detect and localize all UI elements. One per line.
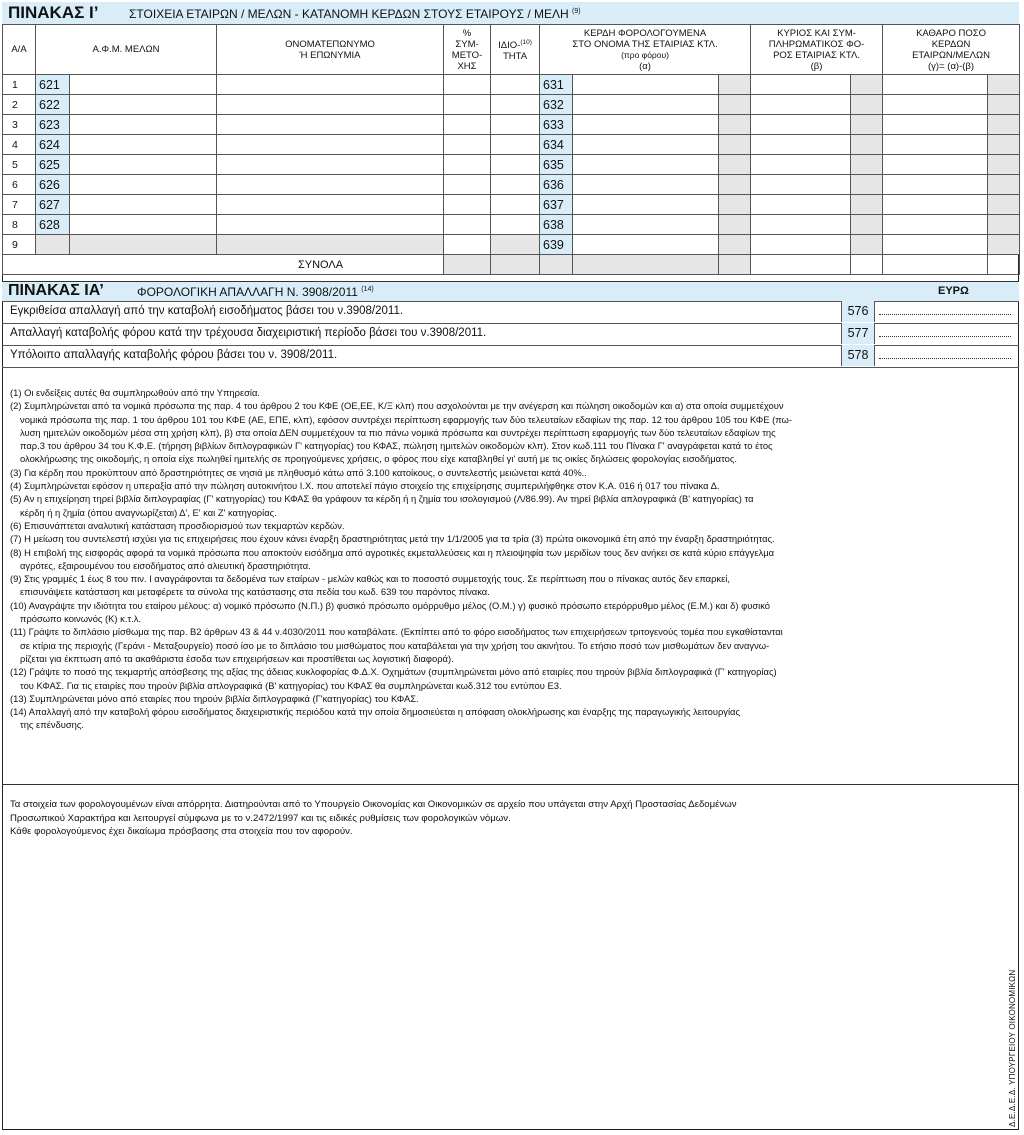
percent-input[interactable] <box>444 215 491 235</box>
footnote-line: αγρότες, εξαιρουμένου του εισοδήματος από αλιευτική δραστηριότητα. <box>20 559 311 571</box>
afm-code-blank <box>36 235 70 255</box>
exemption-amount-input[interactable] <box>879 358 1011 359</box>
profit-input[interactable] <box>573 95 719 115</box>
profit-input[interactable] <box>573 135 719 155</box>
name-input[interactable] <box>217 115 444 135</box>
row-number: 3 <box>3 115 36 135</box>
footnote-line: επισυνάψετε κατάσταση και μεταφέρετε τα σύνολα της κατάστασης στα πεδία του κωδ. 639 του παρόντος πίνακα. <box>20 586 490 598</box>
afm-input[interactable] <box>70 195 217 215</box>
percent-input[interactable] <box>444 95 491 115</box>
percent-input[interactable] <box>444 75 491 95</box>
net-decimals[interactable] <box>988 195 1020 215</box>
footnote-line: (1) Οι ενδείξεις αυτές θα συμπληρωθούν από την Υπηρεσία. <box>10 387 261 398</box>
table-row <box>3 155 1020 175</box>
privacy-disclaimer <box>10 798 1010 839</box>
header-aa: Α/Α <box>3 25 36 75</box>
afm-code: 628 <box>36 215 70 235</box>
currency-label: ΕΥΡΩ <box>938 285 969 297</box>
totals-idiotita <box>491 255 540 275</box>
profit-input[interactable] <box>573 75 719 95</box>
name-input[interactable] <box>217 195 444 215</box>
exemption-amount-input[interactable] <box>879 314 1011 315</box>
name-input[interactable] <box>217 135 444 155</box>
footnote-line: (9) Στις γραμμές 1 έως 8 του πιν. Ι αναγράφονται τα δεδομένα των εταίρων - μελών καθώς και το ποσοστό συμμετοχής τους. Σε περίπτωση που ο πίνακας αυτός δεν επαρκεί, <box>10 573 730 585</box>
net-decimals[interactable] <box>988 95 1020 115</box>
disclaimer-line: Τα στοιχεία των φορολογουμένων είναι απόρρητα. Διατηρούνται από το Υπουργείο Οικονομίας και Οικονομικών σε αρχείο που υπάγεται στην Αρχή Προστασίας Δεδομένων <box>10 799 737 810</box>
profit-input[interactable] <box>573 235 719 255</box>
tax-decimals[interactable] <box>851 115 883 135</box>
profit-decimals[interactable] <box>719 75 751 95</box>
tax-decimals[interactable] <box>851 135 883 155</box>
footnote-line: (12) Γράψτε το ποσό της τεκμαρτής απόσβεσης της αξίας της άδειας κυκλοφορίας Φ.Δ.Χ. Οχημάτων (συμπληρώνεται μόνο από εταιρίες που τηρούν βιβλία διπλογραφικά (Γ' κατηγορίας) <box>10 666 777 678</box>
afm-code: 626 <box>36 175 70 195</box>
footnote-line: ολοκλήρωσης της οικοδομής, η οποία είχε πωληθεί ημιτελής σε προηγούμενες χρήσεις, ο φόρος που είχε καταβληθεί γι' αυτή με τις οικίες δηλώσεις φορολογίας εισοδήματος. <box>20 453 737 465</box>
disclaimer-line: Κάθε φορολογούμενος έχει δικαίωμα πρόσβασης στα στοιχεία που τον αφορούν. <box>10 826 353 837</box>
footnote-line: (11) Γράψτε το διπλάσιο μίσθωμα της παρ. Β2 άρθρων 43 & 44 ν.4030/2011 που καταβάλατε. (Εκπίπτει από το φόρο εισοδήματος των επιχειρήσεων τριτογενούς τομέα που εγκαθίστανται <box>10 626 783 638</box>
row-number: 4 <box>3 135 36 155</box>
percent-input[interactable] <box>444 135 491 155</box>
footnote-line: (4) Συμπληρώνεται εφόσον η υπεραξία από την πώληση αυτοκινήτου Ι.Χ. που αποτελεί πάγιο στοιχείο της επιχείρησης συμπεριλήφθηκε στον Κ.Α. 016 ή 017 του πίνακα Δ. <box>10 480 720 492</box>
profit-code: 634 <box>540 135 573 155</box>
footnote-line: (14) Απαλλαγή από την καταβολή φόρου εισοδήματος διαχειριστικής περιόδου κατά την οποία δημοσιεύεται η απόφαση ολοκλήρωσης και έναρξης της παραγωγικής λειτουργίας <box>10 706 740 718</box>
profit-decimals[interactable] <box>719 115 751 135</box>
tax-input[interactable] <box>751 215 851 235</box>
table-row <box>3 235 1020 255</box>
percent-input[interactable] <box>444 235 491 255</box>
net-input[interactable] <box>883 235 988 255</box>
publisher-side-text: Δ.Ε.Δ.Ε.Δ. ΥΠΟΥΡΓΕΙΟΥ ΟΙΚΟΝΟΜΙΚΩΝ <box>1008 969 1017 1127</box>
exemption-label: Εγκριθείσα απαλλαγή από την καταβολή εισοδήματος βάσει του ν.3908/2011. <box>10 305 404 317</box>
footnote-line: λυση ημιτελών οικοδομών μέσα στη χρήση κλπ), β) στα οποία ΔΕΝ συμμετέχουν τα πιο πάνω νομικά πρόσωπα και συντρέχει περίπτωση εφαρμογής των δύο τελευταίων εδαφίων της <box>20 426 776 438</box>
table-ia-header <box>2 281 1019 302</box>
net-decimals[interactable] <box>988 235 1020 255</box>
net-decimals[interactable] <box>988 155 1020 175</box>
footnote-line: (8) Η επιβολή της εισφοράς αφορά τα νομικά πρόσωπα που αποκτούν εισόδημα από αγροτικές εκμεταλλεύσεις και η πλειοψηφία των μεριδίων τους δεν ανήκει σε κατά κύριο επάγγελμα <box>10 546 775 558</box>
table-i-header <box>2 2 1019 25</box>
profit-input[interactable] <box>573 195 719 215</box>
profit-decimals[interactable] <box>719 215 751 235</box>
afm-input[interactable] <box>70 75 217 95</box>
afm-input[interactable] <box>70 175 217 195</box>
table-row <box>3 195 1020 215</box>
footnote-line: (13) Συμπληρώνεται μόνο από εταιρίες που τηρούν βιβλία διπλογραφικά (Γ'κατηγορίας) του ΚΦΑΣ. <box>10 692 419 704</box>
afm-code: 624 <box>36 135 70 155</box>
tax-input[interactable] <box>751 175 851 195</box>
tax-input[interactable] <box>751 195 851 215</box>
afm-blank <box>70 235 217 255</box>
afm-code: 625 <box>36 155 70 175</box>
afm-input[interactable] <box>70 115 217 135</box>
idiotita-input[interactable] <box>491 195 540 215</box>
profit-code: 632 <box>540 95 573 115</box>
afm-code: 621 <box>36 75 70 95</box>
afm-input[interactable] <box>70 215 217 235</box>
row-number: 1 <box>3 75 36 95</box>
footnote-line: ρίζεται για έκπτωση από τα ακαθάριστα έσοδα των επιχειρήσεων και προστίθεται ως λογιστική διαφορά). <box>20 652 454 664</box>
tax-decimals[interactable] <box>851 75 883 95</box>
table-i-subtitle: ΣΤΟΙΧΕΙΑ ΕΤΑΙΡΩΝ / ΜΕΛΩΝ - ΚΑΤΑΝΟΜΗ ΚΕΡΔΩΝ ΣΤΟΥΣ ΕΤΑΙΡΟΥΣ / ΜΕΛΗ $^{(9)}$ <box>129 7 581 21</box>
tax-decimals[interactable] <box>851 95 883 115</box>
percent-input[interactable] <box>444 195 491 215</box>
tax-input[interactable] <box>751 75 851 95</box>
footnote-line: της επένδυσης. <box>20 719 85 731</box>
table-ia-subtitle: ΦΟΡΟΛΟΓΙΚΗ ΑΠΑΛΛΑΓΗ Ν. 3908/2011 $^{(14)}$ <box>137 285 374 299</box>
net-input[interactable] <box>883 195 988 215</box>
table-row <box>3 175 1020 195</box>
tax-decimals[interactable] <box>851 175 883 195</box>
totals-profit <box>573 255 719 275</box>
profit-decimals[interactable] <box>719 135 751 155</box>
idiotita-input[interactable] <box>491 155 540 175</box>
totals-row <box>3 255 1020 275</box>
footnote-line: του ΚΦΑΣ. Για τις εταιρίες που τηρούν βιβλία απλογραφικά (Β' κατηγορίας) του ΚΦΑΣ θα συμπληρώνεται κωδ.312 του εντύπου Ε3. <box>20 679 562 691</box>
table-i <box>2 24 1020 275</box>
header-afm: Α.Φ.Μ. ΜΕΛΩΝ <box>36 25 217 75</box>
idiotita-input[interactable] <box>491 115 540 135</box>
table-ia-title: ΠΙΝΑΚΑΣ ΙΑ’ <box>8 282 104 299</box>
divider <box>2 784 1019 785</box>
afm-code: 622 <box>36 95 70 115</box>
tax-decimals[interactable] <box>851 235 883 255</box>
idiotita-input[interactable] <box>491 215 540 235</box>
footnote-line: (3) Για κέρδη που προκύπτουν από δραστηριότητες σε νησιά με πληθυσμό κάτω από 3.100 κατοίκους, ο συντελεστής μειώνεται κατά 40%.. <box>10 466 587 478</box>
tax-input[interactable] <box>751 95 851 115</box>
tax-decimals[interactable] <box>851 155 883 175</box>
name-input[interactable] <box>217 175 444 195</box>
afm-input[interactable] <box>70 155 217 175</box>
net-input[interactable] <box>883 215 988 235</box>
exemption-row <box>2 323 1019 346</box>
table-row <box>3 75 1020 95</box>
afm-code: 627 <box>36 195 70 215</box>
afm-input[interactable] <box>70 135 217 155</box>
profit-decimals[interactable] <box>719 155 751 175</box>
tax-decimals[interactable] <box>851 215 883 235</box>
header-profit: ΚΕΡΔΗ ΦΟΡΟΛΟΓΟΥΜΕΝΑ ΣΤΟ ΟΝΟΜΑ ΤΗΣ ΕΤΑΙΡΙΑΣ ΚΤΛ. (προ φόρου) (α) <box>540 25 751 75</box>
profit-input[interactable] <box>573 215 719 235</box>
profit-input[interactable] <box>573 175 719 195</box>
profit-code: 631 <box>540 75 573 95</box>
totals-percent <box>444 255 491 275</box>
name-blank <box>217 235 444 255</box>
exemption-code: 576 <box>841 301 875 322</box>
tax-decimals[interactable] <box>851 195 883 215</box>
percent-input[interactable] <box>444 175 491 195</box>
disclaimer-line: Προσωπικού Χαρακτήρα και λειτουργεί σύμφωνα με το ν.2472/1997 και τις ειδικές ρυθμίσεις των φορολογικών νόμων. <box>10 812 511 824</box>
profit-decimals[interactable] <box>719 175 751 195</box>
footnote-line: (5) Αν η επιχείρηση τηρεί βιβλία διπλογραφίας (Γ' κατηγορίας) του ΚΦΑΣ θα γράφουν τα κέρδη ή η ζημία του ισολογισμού (Λ/86.99). Αν τηρεί βιβλία απλογραφικά (Β' κατηγορίας) τα <box>10 493 754 505</box>
exemption-row <box>2 345 1019 368</box>
row-number: 7 <box>3 195 36 215</box>
header-name: ΟΝΟΜΑΤΕΠΩΝΥΜΟ Ή ΕΠΩΝΥΜΙΑ <box>217 25 444 75</box>
row-number: 2 <box>3 95 36 115</box>
net-decimals[interactable] <box>988 175 1020 195</box>
profit-input[interactable] <box>573 115 719 135</box>
footnote-line: νομικά πρόσωπα της παρ. 1 του άρθρου 101 του ΚΦΕ (ΑΕ, ΕΠΕ, κλπ), εφόσον συντρέχει περίπτωση εφαρμογής των δύο τελευταίων εδαφίων της παρ. 12 του άρθρου 105 του ΚΦΕ (πω- <box>20 413 792 425</box>
header-tax: ΚΥΡΙΟΣ ΚΑΙ ΣΥΜ- ΠΛΗΡΩΜΑΤΙΚΟΣ ΦΟ- ΡΟΣ ΕΤΑΙΡΙΑΣ ΚΤΛ. (β) <box>751 25 883 75</box>
net-decimals[interactable] <box>988 135 1020 155</box>
idiotita-input[interactable] <box>491 75 540 95</box>
totals-net-dec <box>988 255 1020 275</box>
table-row <box>3 115 1020 135</box>
row-number: 8 <box>3 215 36 235</box>
exemption-amount-input[interactable] <box>879 336 1011 337</box>
exemption-row <box>2 301 1019 324</box>
profit-decimals[interactable] <box>719 235 751 255</box>
percent-input[interactable] <box>444 115 491 135</box>
exemption-code: 577 <box>841 323 875 344</box>
net-input[interactable] <box>883 115 988 135</box>
profit-code: 636 <box>540 175 573 195</box>
table-row <box>3 215 1020 235</box>
net-decimals[interactable] <box>988 215 1020 235</box>
footnote-line: σε κτίρια της περιοχής (Γεράνι - Μεταξουργείο) ποσό ίσο με το διπλάσιο του μισθώματος που καταβάλεται για την χρήση του ακινήτου. Το ετήσιο ποσό των μισθωμάτων δεν αναγνω- <box>20 639 770 651</box>
net-input[interactable] <box>883 175 988 195</box>
profit-code: 639 <box>540 235 573 255</box>
idiotita-blank <box>491 235 540 255</box>
profit-decimals[interactable] <box>719 195 751 215</box>
net-input[interactable] <box>883 75 988 95</box>
net-input[interactable] <box>883 95 988 115</box>
profit-code: 633 <box>540 115 573 135</box>
footnote-line: (6) Επισυνάπτεται αναλυτική κατάσταση προσδιορισμού των τεκμαρτών κερδών. <box>10 519 345 531</box>
totals-label: ΣΥΝΟΛΑ <box>3 255 444 275</box>
row-number: 5 <box>3 155 36 175</box>
footnote-line: παρ.3 του άρθρου 34 του Κ.Φ.Ε. (τήρηση βιβλίων διπλογραφικών Γ' κατηγορίας) του ΚΦΑΣ, πώληση ημιτελών οικοδομών κλπ). Στον κωδ.111 του Πίνακα Γ' αναγράφεται κατά το έτος <box>20 440 773 452</box>
net-input[interactable] <box>883 135 988 155</box>
totals-code <box>540 255 573 275</box>
footnote-line: (10) Αναγράψτε την ιδιότητα του εταίρου μέλους: α) νομικό πρόσωπο (Ν.Π.) β) φυσικό πρόσωπο ομόρρυθμο μέλος (Ο.Μ.) γ) φυσικό πρόσωπο ετερόρρυθμο μέλος (Ε.Μ.) και δ) φυσικό <box>10 599 770 611</box>
afm-input[interactable] <box>70 95 217 115</box>
table-row <box>3 135 1020 155</box>
totals-net <box>883 255 988 275</box>
profit-decimals[interactable] <box>719 95 751 115</box>
exemption-label: Υπόλοιπο απαλλαγής καταβολής φόρου βάσει του ν. 3908/2011. <box>10 349 338 361</box>
idiotita-input[interactable] <box>491 135 540 155</box>
tax-input[interactable] <box>751 135 851 155</box>
profit-input[interactable] <box>573 155 719 175</box>
net-decimals[interactable] <box>988 75 1020 95</box>
totals-tax-dec <box>851 255 883 275</box>
footnotes <box>10 386 1010 732</box>
exemption-label: Απαλλαγή καταβολής φόρου κατά την τρέχουσα διαχειριστική περίοδο βάσει του ν.3908/2011. <box>10 327 487 339</box>
percent-input[interactable] <box>444 155 491 175</box>
header-idiotita: ΙΔΙΟ-$^{(10)}$ ΤΗΤΑ <box>491 25 540 75</box>
profit-code: 635 <box>540 155 573 175</box>
afm-code: 623 <box>36 115 70 135</box>
table-i-title: ΠΙΝΑΚΑΣ Ι’ <box>8 3 99 22</box>
name-input[interactable] <box>217 155 444 175</box>
name-input[interactable] <box>217 215 444 235</box>
header-net: ΚΑΘΑΡΟ ΠΟΣΟ ΚΕΡΔΩΝ ΕΤΑΙΡΩΝ/ΜΕΛΩΝ (γ)= (α)-(β) <box>883 25 1020 75</box>
footnote-line: πρόσωπο κοινωνός (Κ) κ.τ.λ. <box>20 613 142 625</box>
tax-input[interactable] <box>751 115 851 135</box>
profit-code: 638 <box>540 215 573 235</box>
idiotita-input[interactable] <box>491 175 540 195</box>
net-input[interactable] <box>883 155 988 175</box>
tax-input[interactable] <box>751 155 851 175</box>
table-row <box>3 95 1020 115</box>
row-number: 9 <box>3 235 36 255</box>
totals-tax <box>751 255 851 275</box>
table-i-header-row <box>3 25 1020 75</box>
row-number: 6 <box>3 175 36 195</box>
footnote-line: (7) Η μείωση του συντελεστή ισχύει για τις επιχειρήσεις που έχουν κάνει έναρξη δραστηριότητας μετά την 1/1/2005 για τα τρία (3) πρώτα οικονομικά έτη από την έναρξη δραστηριότητας. <box>10 533 775 545</box>
name-input[interactable] <box>217 75 444 95</box>
totals-profit-dec <box>719 255 751 275</box>
idiotita-input[interactable] <box>491 95 540 115</box>
name-input[interactable] <box>217 95 444 115</box>
profit-code: 637 <box>540 195 573 215</box>
footnote-line: (2) Συμπληρώνεται από τα νομικά πρόσωπα της παρ. 4 του άρθρου 2 του ΚΦΕ (ΟΕ,ΕΕ, Κ/Ξ κλπ) που ασχολούνται με την ανέγερση και πώληση οικοδομών και α) στα οποία συμμετέχουν <box>10 400 784 412</box>
net-decimals[interactable] <box>988 115 1020 135</box>
exemption-code: 578 <box>841 345 875 366</box>
header-percent: % ΣΥΜ- ΜΕΤΟ- ΧΗΣ <box>444 25 491 75</box>
footnote-line: κέρδη ή η ζημία (όπου αναγνωρίζεται) Δ', Ε' και Ζ' κατηγορίας. <box>20 506 277 518</box>
tax-input[interactable] <box>751 235 851 255</box>
